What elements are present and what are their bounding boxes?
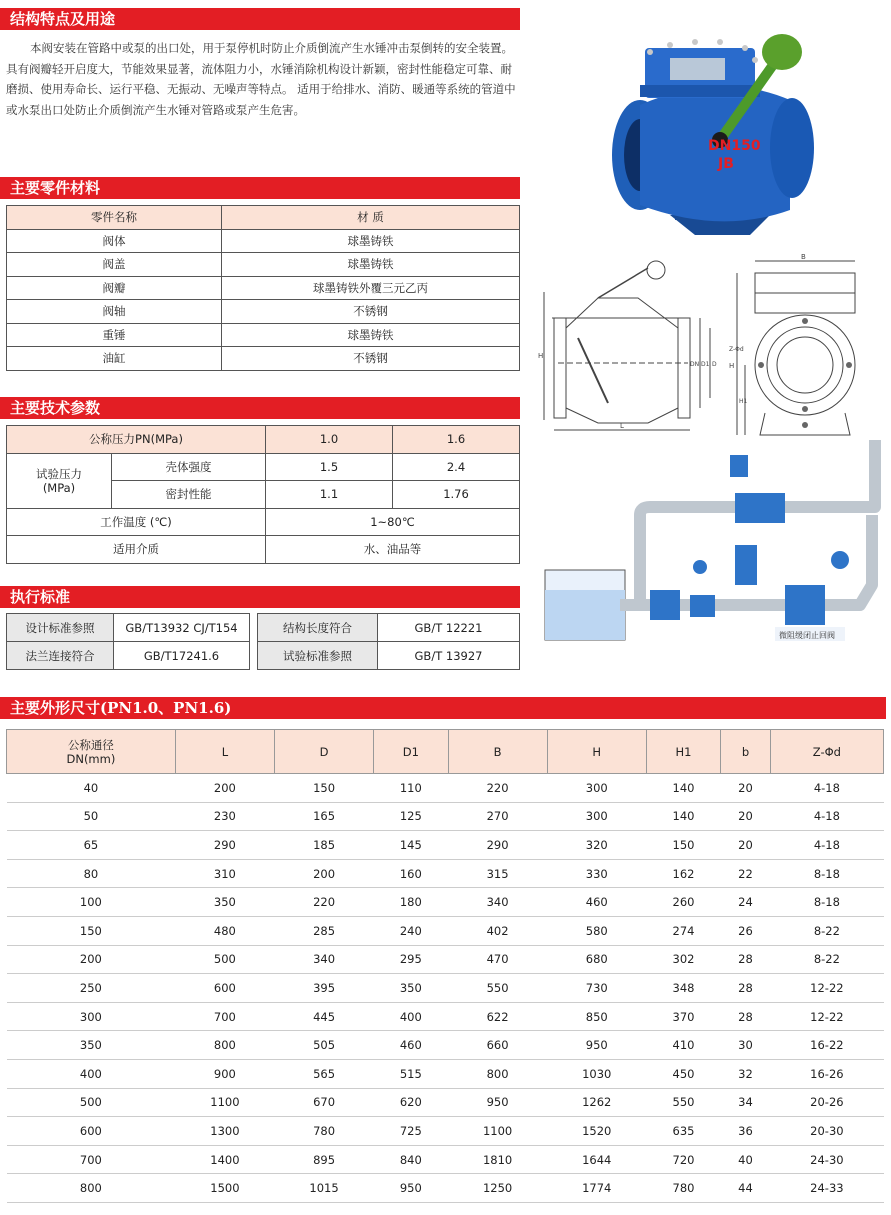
table-cell: 622 bbox=[448, 1002, 547, 1031]
table-cell: 100 bbox=[7, 888, 176, 917]
drawing-label-B: B bbox=[801, 253, 806, 261]
table-row bbox=[7, 253, 520, 277]
material-cell: 球墨铸铁 bbox=[222, 323, 520, 347]
table-cell: 450 bbox=[646, 1059, 720, 1088]
table-cell: 300 bbox=[7, 1002, 176, 1031]
table-cell: 780 bbox=[646, 1174, 720, 1203]
table-cell: 1100 bbox=[175, 1088, 274, 1117]
temp-label: 工作温度 (℃) bbox=[7, 508, 266, 536]
table-cell: 110 bbox=[374, 774, 448, 803]
table-cell: 20-26 bbox=[770, 1088, 883, 1117]
front-view-drawing bbox=[725, 253, 865, 443]
table-cell: 300 bbox=[547, 802, 646, 831]
header-cell: L bbox=[175, 730, 274, 774]
table-cell: 4-18 bbox=[770, 802, 883, 831]
table-row bbox=[7, 300, 520, 324]
table-cell: 1810 bbox=[448, 1145, 547, 1174]
table-row bbox=[7, 1059, 884, 1088]
test-pressure-label: 试验压力 (MPa) bbox=[7, 453, 112, 508]
table-row bbox=[7, 1117, 884, 1146]
drawing-label-Z: Z-Φd bbox=[729, 346, 744, 353]
table-row bbox=[7, 1031, 884, 1060]
shell-value-1: 1.5 bbox=[266, 453, 393, 481]
table-cell: 660 bbox=[448, 1031, 547, 1060]
material-cell: 球墨铸铁外覆三元乙丙 bbox=[222, 276, 520, 300]
table-cell: 162 bbox=[646, 859, 720, 888]
table-cell: 295 bbox=[374, 945, 448, 974]
tech-table bbox=[6, 425, 520, 564]
table-row bbox=[7, 1145, 884, 1174]
table-row bbox=[7, 916, 884, 945]
material-cell: 球墨铸铁 bbox=[222, 229, 520, 253]
table-cell: 460 bbox=[547, 888, 646, 917]
table-row bbox=[7, 1174, 884, 1203]
table-cell: 16-26 bbox=[770, 1059, 883, 1088]
table-cell: 400 bbox=[7, 1059, 176, 1088]
parts-table bbox=[6, 205, 520, 371]
table-cell: 28 bbox=[721, 1002, 771, 1031]
material-cell: 不锈钢 bbox=[222, 300, 520, 324]
drawing-label-H: H bbox=[538, 352, 544, 360]
table-cell: 950 bbox=[547, 1031, 646, 1060]
intro-paragraph: 本阀安装在管路中或泵的出口处，用于泵停机时防止介质倒流产生水锤冲击泵倒转的安全装置。具有阀瓣轻开启度大，节能效果显著，流体阻力小，水锤消除机构设计新颖，密封性能稳定可靠、耐磨损、使用寿命长、运行平稳、无振动、无噪声等特点。 适用于给排水、消防、暖通等系统的管道中或水泵出口处防止介质倒流产生水锤对管路或泵产生危害。 bbox=[6, 41, 516, 117]
table-cell: 840 bbox=[374, 1145, 448, 1174]
valve-brand-text: JB bbox=[718, 156, 734, 172]
table-cell: 330 bbox=[547, 859, 646, 888]
table-cell: 720 bbox=[646, 1145, 720, 1174]
table-cell: 340 bbox=[274, 945, 373, 974]
table-cell: 460 bbox=[374, 1031, 448, 1060]
table-cell: 240 bbox=[374, 916, 448, 945]
table-cell: 24-30 bbox=[770, 1145, 883, 1174]
table-cell: 22 bbox=[721, 859, 771, 888]
section-title-features: 结构特点及用途 bbox=[0, 8, 520, 30]
std-gap bbox=[250, 614, 258, 642]
table-cell: 200 bbox=[7, 945, 176, 974]
part-name-cell: 阀瓣 bbox=[7, 276, 222, 300]
dimensions-table bbox=[6, 729, 884, 1203]
pn-value-1: 1.0 bbox=[266, 426, 393, 454]
table-cell: 700 bbox=[175, 1002, 274, 1031]
table-cell: 230 bbox=[175, 802, 274, 831]
table-cell: 20-30 bbox=[770, 1117, 883, 1146]
table-cell: 395 bbox=[274, 974, 373, 1003]
seal-value-1: 1.1 bbox=[266, 481, 393, 509]
std-label: 试验标准参照 bbox=[258, 642, 378, 670]
pn-label: 公称压力PN(MPa) bbox=[7, 426, 266, 454]
table-cell: 40 bbox=[7, 774, 176, 803]
table-row bbox=[7, 831, 884, 860]
table-cell: 270 bbox=[448, 802, 547, 831]
table-cell: 26 bbox=[721, 916, 771, 945]
medium-value: 水、油品等 bbox=[266, 536, 520, 564]
drawing-label-L: L bbox=[620, 422, 624, 430]
std-label: 法兰连接符合 bbox=[7, 642, 114, 670]
table-cell: 1400 bbox=[175, 1145, 274, 1174]
table-cell: 725 bbox=[374, 1117, 448, 1146]
table-row bbox=[7, 229, 520, 253]
table-cell: 24-33 bbox=[770, 1174, 883, 1203]
material-cell: 球墨铸铁 bbox=[222, 253, 520, 277]
section-title-parts: 主要零件材料 bbox=[0, 177, 520, 199]
seal-label: 密封性能 bbox=[112, 481, 266, 509]
table-cell: 500 bbox=[7, 1088, 176, 1117]
std-value: GB/T 12221 bbox=[378, 614, 520, 642]
table-cell: 40 bbox=[721, 1145, 771, 1174]
table-cell: 80 bbox=[7, 859, 176, 888]
table-cell: 600 bbox=[175, 974, 274, 1003]
std-label: 设计标准参照 bbox=[7, 614, 114, 642]
table-cell: 350 bbox=[175, 888, 274, 917]
drawing-label-H1: H1 bbox=[739, 398, 748, 405]
table-cell: 950 bbox=[448, 1088, 547, 1117]
table-cell: 730 bbox=[547, 974, 646, 1003]
table-row bbox=[7, 347, 520, 371]
table-cell: 515 bbox=[374, 1059, 448, 1088]
part-name-cell: 重锤 bbox=[7, 323, 222, 347]
table-cell: 800 bbox=[448, 1059, 547, 1088]
table-cell: 65 bbox=[7, 831, 176, 860]
table-row bbox=[7, 974, 884, 1003]
table-cell: 145 bbox=[374, 831, 448, 860]
table-cell: 185 bbox=[274, 831, 373, 860]
table-cell: 300 bbox=[547, 774, 646, 803]
table-cell: 8-18 bbox=[770, 888, 883, 917]
table-cell: 700 bbox=[7, 1145, 176, 1174]
table-cell: 12-22 bbox=[770, 1002, 883, 1031]
header-cell: H bbox=[547, 730, 646, 774]
table-cell: 1015 bbox=[274, 1174, 373, 1203]
table-cell: 20 bbox=[721, 774, 771, 803]
pn-value-2: 1.6 bbox=[393, 426, 520, 454]
table-cell: 1100 bbox=[448, 1117, 547, 1146]
table-cell: 8-22 bbox=[770, 916, 883, 945]
drawing-label-DN: DN bbox=[690, 361, 700, 368]
table-cell: 28 bbox=[721, 945, 771, 974]
std-label: 结构长度符合 bbox=[258, 614, 378, 642]
table-row bbox=[7, 323, 520, 347]
table-cell: 505 bbox=[274, 1031, 373, 1060]
header-cell: 材 质 bbox=[222, 206, 520, 230]
valve-casting-text: DN150 bbox=[708, 138, 761, 154]
table-cell: 410 bbox=[646, 1031, 720, 1060]
table-row bbox=[7, 945, 884, 974]
table-cell: 24 bbox=[721, 888, 771, 917]
table-cell: 565 bbox=[274, 1059, 373, 1088]
table-cell: 200 bbox=[274, 859, 373, 888]
table-row bbox=[7, 888, 884, 917]
table-cell: 680 bbox=[547, 945, 646, 974]
table-cell: 620 bbox=[374, 1088, 448, 1117]
diagram-caption: 微阻缓闭止回阀 bbox=[779, 631, 835, 640]
seal-value-2: 1.76 bbox=[393, 481, 520, 509]
section-title-dims: 主要外形尺寸(PN1.0、PN1.6) bbox=[0, 697, 886, 719]
table-cell: 250 bbox=[7, 974, 176, 1003]
table-cell: 850 bbox=[547, 1002, 646, 1031]
table-cell: 50 bbox=[7, 802, 176, 831]
table-cell: 20 bbox=[721, 802, 771, 831]
table-row bbox=[7, 802, 884, 831]
section-title-standards: 执行标准 bbox=[0, 586, 520, 608]
section-title-tech: 主要技术参数 bbox=[0, 397, 520, 419]
table-cell: 350 bbox=[374, 974, 448, 1003]
table-cell: 600 bbox=[7, 1117, 176, 1146]
table-cell: 950 bbox=[374, 1174, 448, 1203]
table-cell: 445 bbox=[274, 1002, 373, 1031]
table-row bbox=[7, 774, 884, 803]
table-cell: 315 bbox=[448, 859, 547, 888]
part-name-cell: 阀体 bbox=[7, 229, 222, 253]
table-cell: 480 bbox=[175, 916, 274, 945]
table-cell: 150 bbox=[7, 916, 176, 945]
table-cell: 44 bbox=[721, 1174, 771, 1203]
std-value: GB/T17241.6 bbox=[114, 642, 250, 670]
table-cell: 260 bbox=[646, 888, 720, 917]
table-cell: 140 bbox=[646, 802, 720, 831]
table-cell: 1644 bbox=[547, 1145, 646, 1174]
table-cell: 1250 bbox=[448, 1174, 547, 1203]
table-row bbox=[7, 1002, 884, 1031]
table-cell: 348 bbox=[646, 974, 720, 1003]
header-cell: D1 bbox=[374, 730, 448, 774]
table-cell: 160 bbox=[374, 859, 448, 888]
table-header-row bbox=[7, 730, 884, 774]
material-cell: 不锈钢 bbox=[222, 347, 520, 371]
table-row bbox=[7, 276, 520, 300]
table-cell: 12-22 bbox=[770, 974, 883, 1003]
table-cell: 34 bbox=[721, 1088, 771, 1117]
valve-product-photo bbox=[600, 30, 820, 245]
side-section-drawing bbox=[538, 258, 723, 438]
table-cell: 28 bbox=[721, 974, 771, 1003]
temp-value: 1~80℃ bbox=[266, 508, 520, 536]
drawing-label-H-front: H bbox=[729, 362, 735, 370]
table-cell: 302 bbox=[646, 945, 720, 974]
table-header-row bbox=[7, 206, 520, 230]
table-cell: 895 bbox=[274, 1145, 373, 1174]
table-cell: 150 bbox=[274, 774, 373, 803]
medium-label: 适用介质 bbox=[7, 536, 266, 564]
standards-table bbox=[6, 613, 520, 670]
std-value: GB/T 13927 bbox=[378, 642, 520, 670]
table-cell: 285 bbox=[274, 916, 373, 945]
part-name-cell: 阀盖 bbox=[7, 253, 222, 277]
table-cell: 4-18 bbox=[770, 831, 883, 860]
table-cell: 8-18 bbox=[770, 859, 883, 888]
table-cell: 800 bbox=[175, 1031, 274, 1060]
table-cell: 320 bbox=[547, 831, 646, 860]
table-cell: 1300 bbox=[175, 1117, 274, 1146]
table-cell: 220 bbox=[274, 888, 373, 917]
table-cell: 125 bbox=[374, 802, 448, 831]
shell-value-2: 2.4 bbox=[393, 453, 520, 481]
header-cell: H1 bbox=[646, 730, 720, 774]
table-cell: 1520 bbox=[547, 1117, 646, 1146]
table-cell: 1774 bbox=[547, 1174, 646, 1203]
table-row bbox=[7, 859, 884, 888]
table-cell: 550 bbox=[448, 974, 547, 1003]
table-cell: 370 bbox=[646, 1002, 720, 1031]
table-cell: 180 bbox=[374, 888, 448, 917]
header-cell: B bbox=[448, 730, 547, 774]
table-cell: 340 bbox=[448, 888, 547, 917]
table-cell: 4-18 bbox=[770, 774, 883, 803]
table-cell: 500 bbox=[175, 945, 274, 974]
table-cell: 635 bbox=[646, 1117, 720, 1146]
table-cell: 780 bbox=[274, 1117, 373, 1146]
drawing-label-D: D bbox=[712, 361, 717, 368]
table-cell: 8-22 bbox=[770, 945, 883, 974]
table-cell: 550 bbox=[646, 1088, 720, 1117]
header-cell: Z-Φd bbox=[770, 730, 883, 774]
header-cell: D bbox=[274, 730, 373, 774]
table-cell: 1262 bbox=[547, 1088, 646, 1117]
table-cell: 150 bbox=[646, 831, 720, 860]
std-gap bbox=[250, 642, 258, 670]
table-cell: 290 bbox=[175, 831, 274, 860]
table-cell: 200 bbox=[175, 774, 274, 803]
table-cell: 670 bbox=[274, 1088, 373, 1117]
table-cell: 20 bbox=[721, 831, 771, 860]
shell-strength-label: 壳体强度 bbox=[112, 453, 266, 481]
table-cell: 1500 bbox=[175, 1174, 274, 1203]
table-cell: 402 bbox=[448, 916, 547, 945]
drawing-label-D1: D1 bbox=[701, 361, 710, 368]
header-cell: 公称通径 DN(mm) bbox=[7, 730, 176, 774]
table-cell: 800 bbox=[7, 1174, 176, 1203]
std-value: GB/T13932 CJ/T154 bbox=[114, 614, 250, 642]
part-name-cell: 油缸 bbox=[7, 347, 222, 371]
part-name-cell: 阀轴 bbox=[7, 300, 222, 324]
table-cell: 1030 bbox=[547, 1059, 646, 1088]
table-cell: 580 bbox=[547, 916, 646, 945]
table-cell: 470 bbox=[448, 945, 547, 974]
table-cell: 290 bbox=[448, 831, 547, 860]
table-cell: 36 bbox=[721, 1117, 771, 1146]
table-cell: 16-22 bbox=[770, 1031, 883, 1060]
table-cell: 900 bbox=[175, 1059, 274, 1088]
table-cell: 350 bbox=[7, 1031, 176, 1060]
table-cell: 30 bbox=[721, 1031, 771, 1060]
table-cell: 400 bbox=[374, 1002, 448, 1031]
table-cell: 274 bbox=[646, 916, 720, 945]
table-cell: 310 bbox=[175, 859, 274, 888]
installation-diagram bbox=[540, 435, 888, 650]
table-cell: 220 bbox=[448, 774, 547, 803]
header-cell: 零件名称 bbox=[7, 206, 222, 230]
table-cell: 165 bbox=[274, 802, 373, 831]
table-cell: 32 bbox=[721, 1059, 771, 1088]
table-row bbox=[7, 1088, 884, 1117]
header-cell: b bbox=[721, 730, 771, 774]
table-cell: 140 bbox=[646, 774, 720, 803]
